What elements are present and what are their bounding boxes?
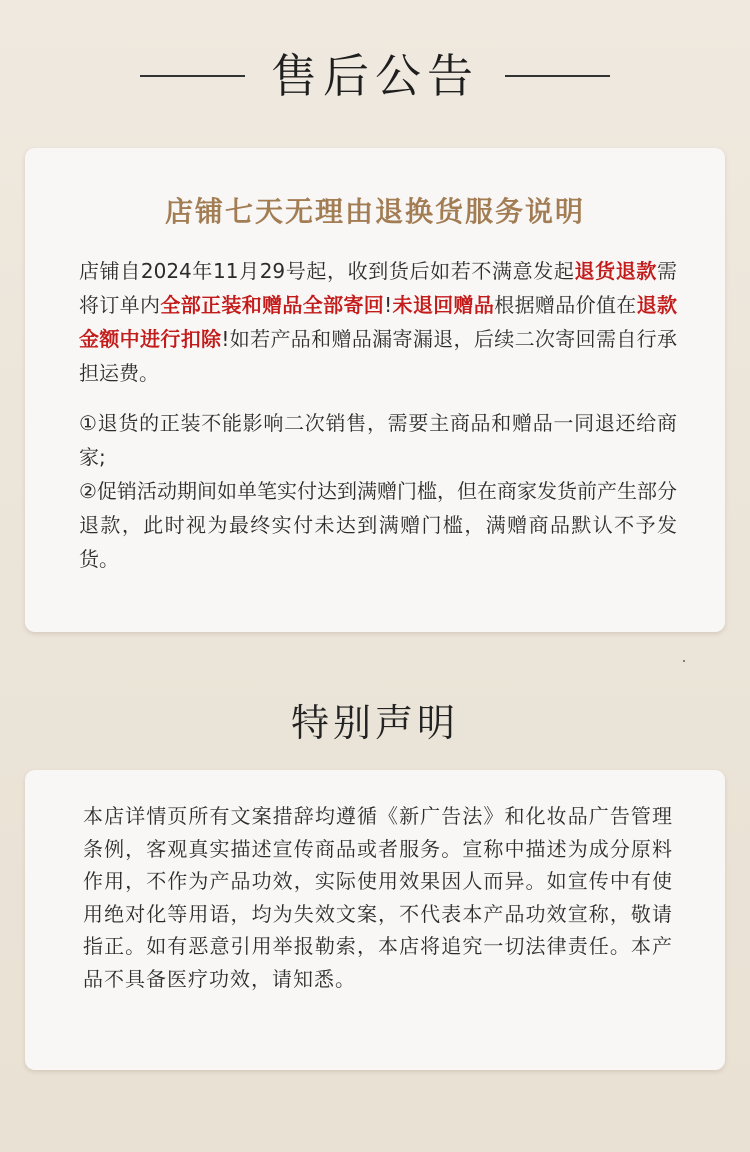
special-statement-body: 本店详情页所有文案措辞均遵循《新广告法》和化妆品广告管理条例，客观真实描述宣传商品或者服务。宣称中描述为成分原料作用，不作为产品功效，实际使用效果因人而异。如宣传中有使用绝对化等用语，均为失效文案，不代表本产品功效宣称，敬请指正。如有恶意引用举报勒索，本店将追究一切法律责任。本产品不具备医疗功效，请知悉。 — [83, 804, 673, 991]
policy-rule-1: ①退货的正装不能影响二次销售，需要主商品和赠品一同退还给商家; — [79, 411, 677, 469]
header-left-rule — [140, 75, 245, 77]
special-statement-card — [25, 770, 725, 1070]
policy-highlight: 退货退款 — [574, 259, 658, 283]
policy-rule-2: ②促销活动期间如单笔实付达到满赠门槛，但在商家发货前产生部分退款，此时视为最终实付未达到满赠门槛，满赠商品默认不予发货。 — [79, 479, 677, 571]
policy-highlight: 全部正装和赠品全部寄回 — [160, 293, 385, 317]
header-right-rule — [505, 75, 610, 77]
policy-text: 根据赠品价值在 — [494, 293, 637, 317]
page-header — [0, 40, 750, 112]
special-statement-title: 特别声明 — [290, 701, 459, 745]
return-policy-paragraph — [79, 254, 677, 390]
speck — [683, 660, 685, 662]
policy-highlight: 未退回赠品 — [392, 293, 495, 317]
policy-text: 店铺自2024年11月29号起，收到货后如若不满意发起 — [79, 259, 575, 283]
page-title: 售后公告 — [271, 49, 479, 103]
return-policy-card — [25, 148, 725, 632]
policy-text: ! — [384, 293, 393, 317]
policy-text: 需将订单内 — [79, 259, 678, 317]
policy-highlight: 退款金额中进行扣除 — [79, 293, 677, 351]
policy-text: !如若产品和赠品漏寄漏退，后续二次寄回需自行承担运费。 — [79, 327, 677, 385]
return-policy-title: 店铺七天无理由退换货服务说明 — [164, 195, 585, 228]
